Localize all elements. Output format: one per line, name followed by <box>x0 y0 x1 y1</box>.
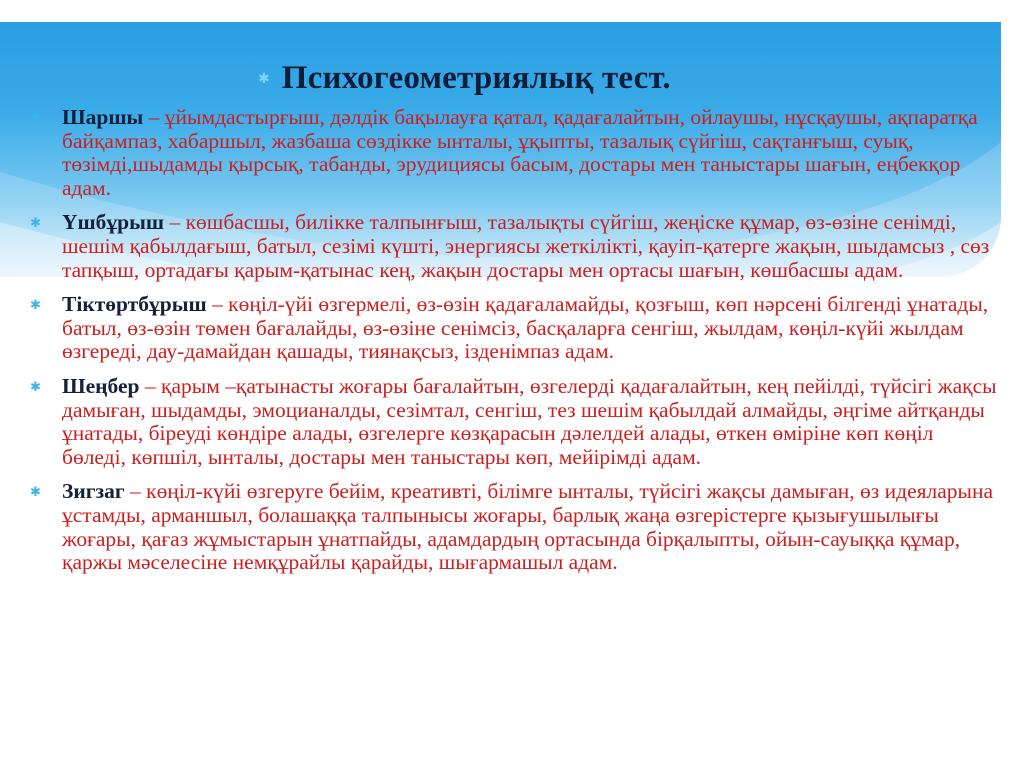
content-list <box>30 106 998 586</box>
bullet-icon: ✱ <box>30 379 41 395</box>
term-square: Шаршы <box>62 105 144 129</box>
bullet-icon: ✱ <box>30 298 41 314</box>
term-zigzag: Зигзаг <box>62 479 125 504</box>
title-row <box>258 60 671 97</box>
bullet-icon: ✱ <box>30 111 41 126</box>
list-item-rectangle <box>30 293 998 364</box>
bullet-icon: ✱ <box>30 485 41 501</box>
description-zigzag: – көңіл-күйі өзгеруге бейім, креативті, білімге ынталы, түйсігі жақсы дамыған, өз идеяларына ұстамды, арманшыл, болашаққа талпынысы жоғары, барлық жаңа өзгерістерге қызығушылығы жоғары, қағаз жұмыстарын ұнатпайды, адамдардың ортасында бірқалыпты, ойын-сауыққа құмар, қаржы мәселесіне немқұрайлы қарайды, шығармашыл адам. <box>62 479 994 575</box>
list-item-triangle <box>30 211 998 282</box>
description-square: – ұйымдастырғыш, дәлдік бақылауға қатал, қадағалайтын, ойлаушы, нұсқаушы, ақпаратқа байқампаз, хабаршыл, жазбаша сөздікке ынталы, ұқыпты, тазалық сүйгіш, сақтанғыш, суық, төзімді,шыдамды қырсық, табанды, эрудициясы басым, достары мен таныстары шағын, еңбекқор адам. <box>62 105 978 200</box>
term-circle: Шеңбер <box>62 373 140 398</box>
bullet-icon: ✱ <box>30 216 41 232</box>
list-item-circle <box>30 375 998 469</box>
list-item-square <box>30 106 998 200</box>
description-circle: – қарым –қатынасты жоғары бағалайтын, өзгелерді қадағалайтын, кең пейілді, түйсігі жақсы дамыған, шыдамды, эмоцианалды, сезімтал, сенгіш, тез шешім қабылдай алмайды, әңгіме айтқанды ұнатады, біреуді көндіре алады, өзгелерге көзқарасын дәлелдей алады, өткен өміріне көп көңіл бөледі, көпшіл, ынталы, достары мен таныстары көп, мейірімді адам. <box>62 373 997 469</box>
description-rectangle: – көңіл-үйі өзгермелі, өз-өзін қадағаламайды, қозғыш, көп нәрсені білгенді ұнатады, батыл, өз-өзін төмен бағалайды, өз-өзіне сенімсіз, басқаларға сенгіш, жылдам, көңіл-күйі жылдам өзгереді, дау-дамайдан қашады, тиянақсыз, ізденімпаз адам. <box>62 292 989 364</box>
term-rectangle: Тіктөртбұрыш <box>62 292 207 317</box>
term-triangle: Үшбұрыш <box>62 210 165 235</box>
title-bullet-icon: ✱ <box>258 70 270 87</box>
description-triangle: – көшбасшы, билікке талпынғыш, тазалықты сүйгіш, жеңіске құмар, өз-өзіне сенімді, шешім қабылдағыш, батыл, сезімі күшті, энергиясы жеткілікті, қауіп-қатерге жақын, шыдамсыз , сөз тапқыш, ортадағы қарым-қатынас кең, жақын достары мен ортасы шағын, көшбасшы адам. <box>62 210 990 282</box>
slide-title: Психогеометриялық тест. <box>281 60 671 96</box>
list-item-zigzag <box>30 480 998 574</box>
